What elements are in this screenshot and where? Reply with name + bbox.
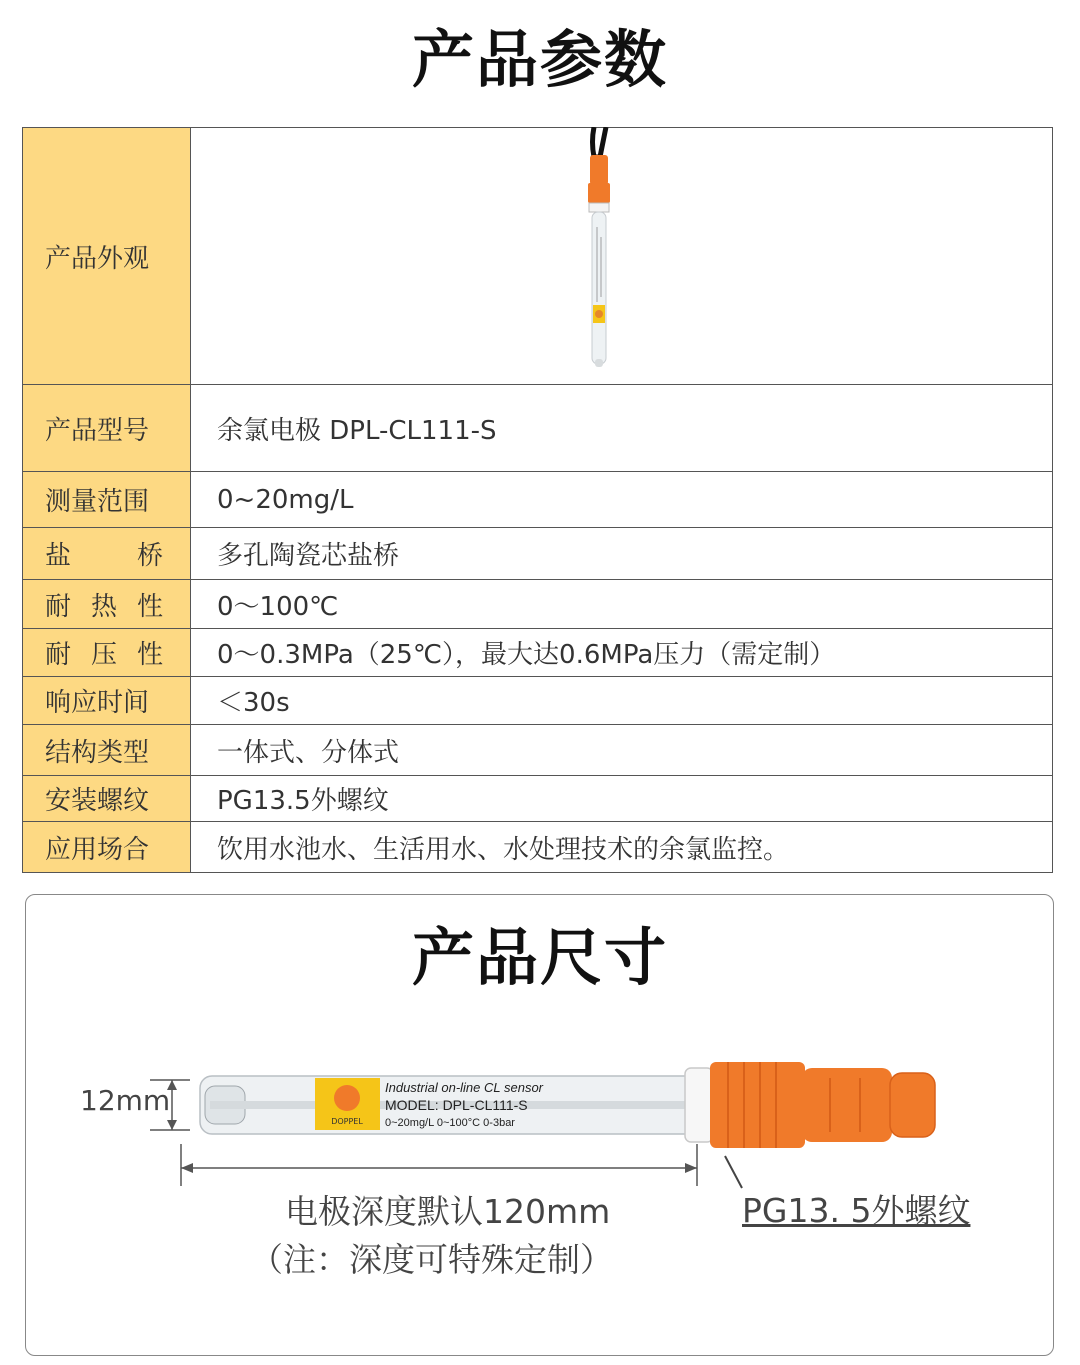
spec-value: 余氯电极 DPL-CL111-S — [191, 385, 1053, 472]
probe-label-line3: 0~20mg/L 0~100°C 0-3bar — [385, 1117, 515, 1129]
spec-key-char: 性 — [136, 640, 163, 670]
spec-key-char: 性 — [136, 591, 163, 622]
spec-key-char: 盐 — [45, 541, 72, 571]
spec-key: 安装螺纹 — [23, 776, 191, 822]
table-row — [23, 677, 1053, 725]
depth-label: 电极深度默认120mm — [285, 1192, 611, 1231]
table-row — [23, 629, 1053, 677]
spec-key: 应用场合 — [23, 822, 191, 873]
spec-value: 0~20mg/L — [191, 472, 1053, 528]
table-row — [23, 385, 1053, 472]
spec-key: 结构类型 — [23, 725, 191, 776]
probe-label-line2: MODEL: DPL-CL111-S — [385, 1097, 528, 1113]
table-row — [23, 776, 1053, 822]
spec-value-image-cell — [191, 128, 1053, 385]
probe-vertical-image — [584, 127, 614, 372]
spec-value: ＜30s — [191, 677, 1053, 725]
page-title-dimensions: 产品尺寸 — [411, 921, 668, 994]
table-row — [23, 472, 1053, 528]
page-title-params: 产品参数 — [411, 23, 668, 96]
spec-key-char: 热 — [90, 591, 117, 622]
probe-label-line1: Industrial on-line CL sensor — [385, 1080, 544, 1095]
spec-key-char: 桥 — [136, 541, 163, 571]
spec-value: 0～0.3MPa（25℃），最大达0.6MPa压力（需定制） — [191, 629, 1053, 677]
spec-key: 响应时间 — [23, 677, 191, 725]
spec-key — [23, 580, 191, 629]
probe-dimension-diagram — [60, 1040, 960, 1190]
table-row — [23, 128, 1053, 385]
spec-value: PG13.5外螺纹 — [191, 776, 1053, 822]
table-row — [23, 725, 1053, 776]
spec-key: 测量范围 — [23, 472, 191, 528]
spec-key — [23, 528, 191, 580]
spec-value: 一体式、分体式 — [191, 725, 1053, 776]
spec-key: 产品型号 — [23, 385, 191, 472]
spec-value: 饮用水池水、生活用水、水处理技术的余氯监控。 — [191, 822, 1053, 873]
spec-key-char: 耐 — [45, 591, 72, 622]
spec-key: 产品外观 — [23, 128, 191, 385]
spec-table — [22, 127, 1053, 873]
table-row — [23, 528, 1053, 580]
table-row — [23, 580, 1053, 629]
thread-label: PG13. 5外螺纹 — [742, 1191, 971, 1230]
table-row — [23, 822, 1053, 873]
brand-label: DOPPEL — [331, 1117, 363, 1126]
spec-value: 多孔陶瓷芯盐桥 — [191, 528, 1053, 580]
spec-key-char: 耐 — [45, 640, 72, 670]
depth-note: （注：深度可特殊定制） — [250, 1240, 613, 1279]
diameter-label: 12mm — [80, 1084, 171, 1117]
spec-key-char: 压 — [90, 640, 117, 670]
spec-key — [23, 629, 191, 677]
spec-value: 0～100℃ — [191, 580, 1053, 629]
